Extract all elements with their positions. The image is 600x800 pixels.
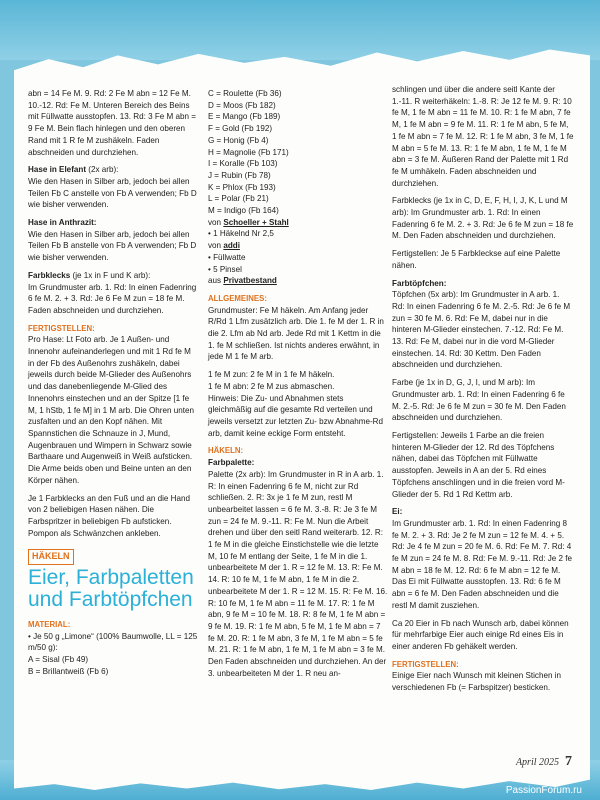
farbklecks-text: Farbklecks (je 1x in C, D, E, F, H, I, J, K, L und M arb): Im Grundmuster arb. 1. Rd: In einen Fadenring 6 fe M. 2. + 3. Rd: Je 6 fe M zun = 18 fe M. Den Faden abschneiden und durchziehen. xyxy=(392,196,574,241)
final-text: Einige Eier nach Wunsch mit kleinen Stichen in verschiedenen Fb (= Farbspitzer) besticken. xyxy=(392,671,562,693)
watermark: PassionForum.ru xyxy=(505,785,582,796)
heading-allgemeines: ALLGEMEINES: xyxy=(208,293,267,303)
toepfchen-finish-text: Fertigstellen: Jeweils 1 Farbe an die freien hinteren M-Glieder der 12. Rd des Töpfchens nähen, dabei das Töpfchen mit Füllwatte ausstopfen. Jeweils in A an der 5. Rd eines Töpfchens anschlingen und in die freien vord M-Glieder der 5. Rd 1 Rd Kettm arb. xyxy=(392,430,565,499)
heading-farbklecks: Farbklecks xyxy=(28,270,71,280)
palette-continued-text: schlingen und über die andere seitl Kante der 1.-11. R weiterhäkeln: 1.-8. R: Je 12 fe M. 9. R: 10 fe M, 1 fe M abn = 11 fe M. 10. R: 1 fe M abn, 7 fe M, 1 fe M abn = 9 fe M. 11. R: 1 fe M abn, 5 fe M, 1 fe M abn = 7 fe M. 12. R: 1 fe M abn, 3 fe M, 1 fe M abn = 5 fe M. 13. R: 1 fe M abn, 1 fe M, 1 fe M abn = 3 fe M. Äußeren Rand der Palette mit 1 Rd fe M umhäkeln. Faden abschneiden und durchziehen. xyxy=(392,85,574,188)
grundmuster-text: Grundmuster: Fe M häkeln. Am Anfang jeder R/Rd 1 Lfm zusätzlich arb. Die 1. fe M der 1. R in die 2. Lfm ab Nd arb. Jede Rd mit 1 Kettm in die 1. fe M schließen. Ist nichts anderes erwähnt, in jede M 1 fe M arb. xyxy=(208,305,384,362)
elefant-count: (2x arb): xyxy=(86,165,119,175)
category-tag: HÄKELN xyxy=(28,549,74,565)
supplier-1 xyxy=(208,217,388,229)
color-item: L = Polar (Fb 21) xyxy=(208,194,269,204)
column-left xyxy=(28,88,198,678)
supplier-prefix: von xyxy=(208,241,224,251)
section-elefant xyxy=(28,164,198,211)
ei-text: Im Grundmuster arb. 1. Rd: In einen Fadenring 8 fe M. 2. + 3. Rd: Je 2 fe M zun = 12 fe M. 4. + 5. Rd: Je 4 fe M zun = 20 fe M. 6. Rd: Fe M. 7. Rd: 4 fe M zun = 24 fe M. 8. Rd: Fe M. 9.-11. Rd: Je 2 fe M abn = 18 fe M. 12. Rd: 6 fe M abn = 12 fe M. Das Ei mit Füllwatte ausstopfen. 13. Rd: 6 fe M abn = 6 fe M. Den Faden abschneiden und die restl M damit zusziehen. xyxy=(392,518,573,610)
brand-privatbestand: Privatbestand xyxy=(223,276,277,286)
color-item: G = Honig (Fb 4) xyxy=(208,135,269,145)
color-item: C = Roulette (Fb 36) xyxy=(208,89,282,98)
brand-addi: addi xyxy=(223,241,240,251)
column-middle xyxy=(208,88,388,685)
toepfchen-text: Töpfchen (5x arb): Im Grundmuster in A arb. 1. Rd: In einen Fadenring 6 fe M. 2.-5. Rd: Je 6 fe M zun = 30 fe M. 6. Rd: Fe M, dabei nur in die hinteren M-Glieder einstechen. 7.-12. Rd: Fe M. 13. Rd: Fe M, dabei nur in die vord M-Glieder einstechen. 14. Rd: 30 Kettm. Den Faden abschneiden und durchziehen. xyxy=(392,290,571,370)
color-item: H = Magnolie (Fb 171) xyxy=(208,147,289,157)
heading-farbpalette: Farbpalette: xyxy=(208,458,255,468)
section-anthrazit xyxy=(28,217,198,264)
ei-colors-text: Ca 20 Eier in Fb nach Wunsch arb, dabei können für mehrfarbige Eier auch einige Rd eines Eis in einer anderen Fb gehäkelt werden. xyxy=(392,618,569,651)
supplier-3 xyxy=(208,275,388,287)
heading-farbtoepfchen: Farbtöpfchen: xyxy=(392,278,447,288)
farbe-text: Farbe (je 1x in D, G, J, I, und M arb): Im Grundmuster arb. 1. Rd: In einen Fadenring 6 fe M. 2.-5. Rd: Je 6 fe M zun = 30 fe M. Den Faden abschneiden und durchziehen. xyxy=(392,378,566,423)
supplier-prefix: von xyxy=(208,217,224,227)
brand-schoeller-stahl: Schoeller + Stahl xyxy=(223,217,289,227)
tool-hook: • 1 Häkelnd Nr 2,5 xyxy=(208,229,274,239)
color-item: D = Moos (Fb 182) xyxy=(208,100,276,110)
color-item: E = Mango (Fb 189) xyxy=(208,112,281,122)
color-item: K = Phlox (Fb 193) xyxy=(208,182,276,192)
pro-hase-text: Pro Hase: Lt Foto arb. Je 1 Außen- und Innenohr aufeinanderlegen und mit 1 Rd fe M in der Fb des Außenohrs zushäkeln, dabei jeweils durch beide M-Glieder des Außenohrs und das danebenliegende M-Glied des Innenohrs einstechen und an der Spitze [1 fe M, 1 hStb, 1 fe M] in 1 M arb. Die Ohren unten zusfalten und an den Kopf nähen. Mit Spannstichen die Schnauze in J, Mund, Augenbrauen und Wimpern in Schwarz sowie Barthaare und Augenweiß in Weiß aufsticken. Die Arme beids oben und Beine unten an den Körper nähen. xyxy=(28,335,195,485)
heading-ei: Ei: xyxy=(392,507,403,517)
supplier-2 xyxy=(208,240,388,252)
farbklecks-note: (je 1x in F und K arb): xyxy=(70,270,151,280)
color-item: M = Indigo (Fb 164) xyxy=(208,206,279,216)
material-color-b: B = Brillantweiß (Fb 6) xyxy=(28,666,109,676)
color-item: F = Gold (Fb 192) xyxy=(208,124,273,134)
anthrazit-text: Wie den Hasen in Silber arb, jedoch bei allen Teilen Fb B anstelle von Fb A verwenden; Fb D wie bisher verwenden. xyxy=(28,229,197,263)
farbklecks-text: Im Grundmuster arb. 1. Rd: In einen Fadenring 6 fe M. 2. + 3. Rd: Je 6 Fe M zun = 18 fe M. Faden abschneiden und durchziehen. xyxy=(28,282,197,315)
palette-finish-text: Fertigstellen: Je 5 Farbkleckse auf eine Palette nähen. xyxy=(392,249,561,270)
torn-paper-top-background xyxy=(0,0,600,60)
heading-hase-anthrazit: Hase in Anthrazit: xyxy=(28,218,97,228)
material-color-a: A = Sisal (Fb 49) xyxy=(28,655,89,665)
heading-haekeln: HÄKELN: xyxy=(208,446,244,456)
color-item: J = Rubin (Fb 78) xyxy=(208,170,271,180)
section-farbklecks xyxy=(28,270,198,317)
zunahme-text: 1 fe M zun: 2 fe M in 1 fe M häkeln. xyxy=(208,370,335,380)
palette-text: Palette (2x arb): Im Grundmuster in R in A arb. 1. R: In einen Fadenring 6 fe M, nicht zur Rd schließen. 2. R: 3x je 1 fe M zun, restl M unbearbeitet lassen = 6 fe M. 3.-8. R: Je 3 fe M zun = 24 fe M. 9.-11. R: Fe M. Nun die Arbeit drehen und über den seitl Rand weiterarb. 12. R: 1 fe M in die gleiche Einstichstelle wie die letzte M, 10 fe M entlang der Seite, 1 fe M in die 1. unbearbeitete M der 1. R = 12 fe M. 13. R: Fe M. 14. R: 10 fe M, 1 fe M abn, 1 fe M in die 2. unbearbeitete M der 1. R = 12 M. 15. R: Fe M. 16. R: 10 fe M, 1 fe M abn = 11 fe M. 17. R: 1 fe M abn, 9 fe M = 10 fe M. 18. R: 8 fe M, 1 fe M abn = 9 fe M. 19. R: 1 fe M abn, 5 fe M, 1 fe M abn = 7 fe M. 20. R: 1 fe M abn, 3 fe M, 1 fe M abn = 5 fe M. 21. R: 1 fe M abn, 1 fe M, 1 fe M abn = 3 fe M. Den Faden abschneiden und durchziehen. An der 3. unbearbeiteten M der 1. R neu an- xyxy=(208,469,388,678)
page-footer xyxy=(516,754,572,770)
heading-material: MATERIAL: xyxy=(28,620,71,630)
heading-fertigstellen: FERTIGSTELLEN: xyxy=(392,659,459,669)
tool-brushes: • 5 Pinsel xyxy=(208,264,242,274)
article-title: Eier, Farbpaletten und Farbtöpfchen xyxy=(28,566,194,612)
elefant-text: Wie den Hasen in Silber arb, jedoch bei allen Teilen Fb C anstelle von Fb A verwenden; Fb D wie bisher verwenden. xyxy=(28,176,197,210)
material-yarn: • Je 50 g „Limone“ (100% Baumwolle, LL = 125 m/50 g): xyxy=(28,631,198,653)
leg-instructions: abn = 14 Fe M. 9. Rd: 2 Fe M abn = 12 Fe M. 10.-12. Rd: Fe M. Unteren Bereich des Beins mit Füllwatte ausstopfen. 13. Rd: 3 Fe M abn = 9 Fe M. Bein flach hinlegen und den oberen Rand mit 1 R fe M zushäkeln. Faden abschneiden und durchziehen. xyxy=(28,89,197,157)
heading-fertigstellen: FERTIGSTELLEN: xyxy=(28,323,95,333)
supplier-prefix: aus xyxy=(208,276,224,286)
issue-date: April 2025 xyxy=(515,757,559,768)
page-number: 7 xyxy=(565,754,572,769)
hinweis-text: Hinweis: Die Zu- und Abnahmen stets gleichmäßig auf die gesamte Rd verteilen und jeweils versetzt zur letzten Zu- bzw Abnahme-Rd arb, damit keine eckige Form entsteht. xyxy=(208,393,383,438)
heading-hase-elefant: Hase in Elefant xyxy=(28,165,87,175)
farbklecks-finish-text: Je 1 Farbklecks an den Fuß und an die Hand von 2 beliebigen Hasen nähen. Die Farbspritzer in beliebigen Fb aufsticken. Pompon als Schwänzchen ankleben. xyxy=(28,493,190,538)
color-list xyxy=(208,88,388,217)
abnahme-text: 1 fe M abn: 2 fe M zus abmaschen. xyxy=(208,381,335,391)
column-right xyxy=(392,84,574,700)
tool-filling: • Füllwatte xyxy=(208,252,246,262)
color-item: I = Koralle (Fb 103) xyxy=(208,159,278,169)
